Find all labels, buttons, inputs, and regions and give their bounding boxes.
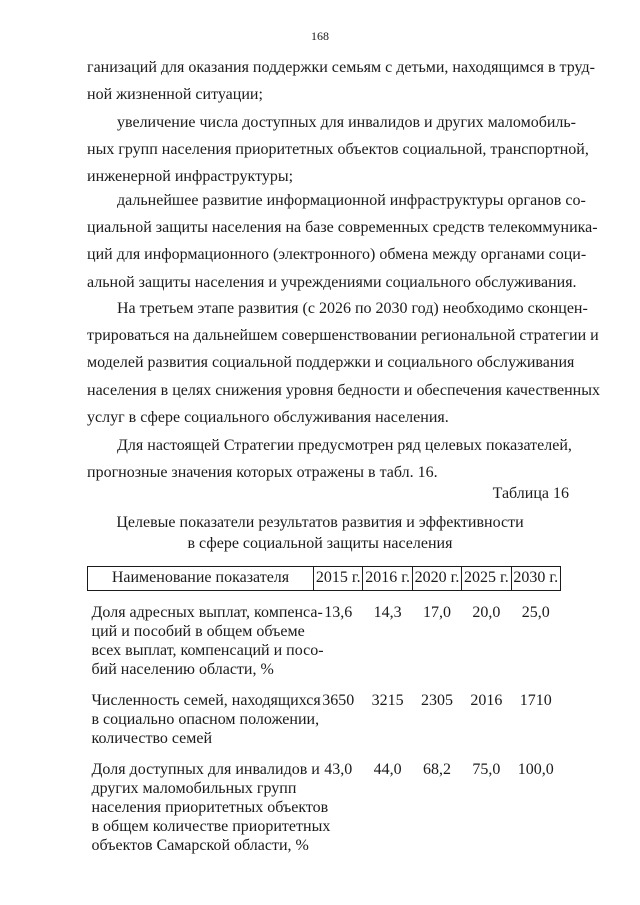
text-line: прогнозные значения которых отражены в табл. 16.	[87, 464, 438, 482]
paragraph-continuation	[87, 54, 595, 108]
indicator-name-line: всех выплат, компенсаций и посо-	[91, 642, 324, 659]
paragraph-accessibility	[87, 109, 589, 191]
indicator-name-line: населения приоритетных объектов	[91, 799, 329, 816]
text-line: увеличение числа доступных для инвалидов и других маломобиль-	[117, 114, 577, 131]
text-line: На третьем этапе развития (с 2026 по 2030 год) необходимо сконцен-	[117, 300, 588, 317]
text-line: населения в целях снижения уровня бедности и обеспечения качественных	[87, 381, 600, 399]
page-number: 168	[311, 29, 329, 43]
table-header-row	[88, 567, 561, 591]
indicator-value: 25,0	[521, 604, 550, 621]
indicator-value: 3650	[322, 692, 355, 709]
table-caption: Таблица 16	[492, 485, 569, 502]
indicator-value: 2016	[470, 692, 503, 709]
indicator-value: 2305	[420, 692, 453, 709]
indicator-name-line: в социально опасном положении,	[91, 711, 320, 728]
indicator-value: 20,0	[472, 604, 501, 621]
indicator-name-line: ций и пособий в общем объеме	[91, 623, 305, 640]
text-line: циальной защиты населения на базе современных средств телекоммуника-	[87, 219, 598, 237]
text-line: альной защиты населения и учреждениями социального обслуживания.	[87, 273, 577, 291]
text-line: услуг в сфере социального обслуживания населения.	[87, 408, 449, 426]
text-line: трироваться на дальнейшем совершенствовании региональной стратегии и	[87, 327, 599, 345]
indicator-name-line: в общем количестве приоритетных	[91, 818, 331, 835]
column-header-year: 2016 г.	[363, 567, 412, 591]
column-header-year: 2030 г.	[511, 567, 560, 591]
table-row	[88, 748, 561, 855]
paragraph-third-stage	[87, 295, 600, 431]
indicator-name-line: Доля адресных выплат, компенса-	[91, 604, 323, 621]
indicator-name-line: других маломобильных групп	[91, 780, 297, 797]
text-line: моделей развития социальной поддержки и социального обслуживания	[87, 354, 575, 372]
paragraph-information-infrastructure	[87, 187, 598, 296]
text-line: дальнейшее развитие информационной инфраструктуры органов со-	[117, 192, 586, 209]
table-title	[0, 512, 640, 554]
column-header-year: 2025 г.	[462, 567, 511, 591]
indicator-value: 43,0	[324, 761, 353, 778]
indicator-name-line: количество семей	[91, 730, 213, 747]
column-header-year: 2020 г.	[412, 567, 461, 591]
indicator-value: 1710	[519, 692, 552, 709]
indicator-value: 17,0	[422, 604, 451, 621]
column-header-year: 2015 г.	[314, 567, 363, 591]
table-title-line: в сфере социальной защиты населения	[187, 535, 453, 552]
text-line: инженерной инфраструктуры;	[87, 168, 294, 186]
text-line: ганизаций для оказания поддержки семьям с детьми, находящимся в труд-	[87, 59, 595, 76]
text-line: ций для информационного (электронного) обмена между органами соци-	[87, 246, 587, 264]
table-row	[88, 591, 561, 680]
indicator-name-line: объектов Самарской области, %	[91, 837, 309, 854]
text-line: ных групп населения приоритетных объектов социальной, транспортной,	[87, 141, 589, 159]
indicator-value: 68,2	[422, 761, 451, 778]
column-header-name: Наименование показателя	[88, 567, 314, 591]
indicator-name	[88, 748, 331, 855]
paragraph-target-indicators	[87, 432, 572, 486]
table-row	[88, 679, 561, 748]
indicator-name	[88, 679, 321, 748]
indicator-name-line: Численность семей, находящихся	[91, 692, 321, 709]
text-line: ной жизненной ситуации;	[87, 86, 263, 104]
indicator-value: 44,0	[373, 761, 402, 778]
indicator-value: 100,0	[517, 761, 554, 778]
indicator-value: 75,0	[472, 761, 501, 778]
text-line: Для настоящей Стратегии предусмотрен ряд целевых показателей,	[117, 437, 572, 454]
indicator-name	[88, 591, 324, 680]
indicator-value: 3215	[371, 692, 404, 709]
indicator-value: 14,3	[373, 604, 402, 621]
indicators-table	[87, 566, 561, 855]
indicator-name-line: бий населению области, %	[91, 661, 274, 678]
table-title-line: Целевые показатели результатов развития и эффективности	[116, 514, 524, 531]
indicator-value: 13,6	[324, 604, 353, 621]
indicator-name-line: Доля доступных для инвалидов и	[91, 761, 320, 778]
